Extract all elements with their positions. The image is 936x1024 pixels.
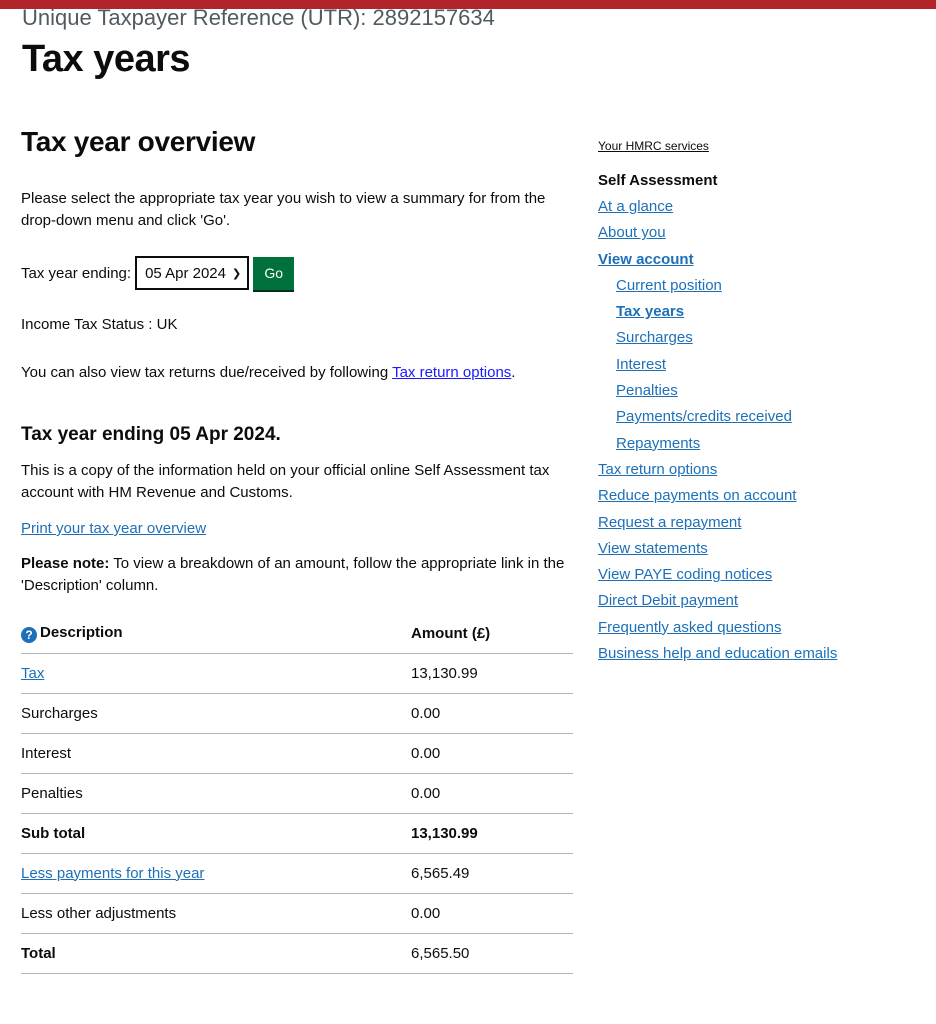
go-button[interactable]: Go [253, 257, 294, 290]
row-description: Less other adjustments [21, 893, 411, 933]
summary-heading: Tax year ending 05 Apr 2024. [21, 424, 281, 445]
sidebar-item-tax-return-options[interactable]: Tax return options [598, 460, 718, 478]
tax-return-options-text [21, 362, 573, 384]
print-overview-link[interactable]: Print your tax year overview [21, 520, 207, 537]
row-description-link[interactable]: Tax [21, 664, 45, 682]
sidebar-item-interest[interactable]: Interest [616, 355, 667, 373]
table-row [21, 853, 573, 893]
question-icon[interactable]: ? [21, 627, 37, 643]
tax-year-form [21, 256, 573, 290]
overview-intro: Please select the appropriate tax year you wish to view a summary for from the drop-down menu and click 'Go'. [21, 190, 546, 229]
description-header-label: Description [40, 624, 123, 642]
tax-year-table [21, 615, 573, 974]
sidebar-item-payments-credits[interactable]: Payments/credits received [616, 408, 792, 426]
summary-note [21, 553, 573, 597]
tax-return-options-link[interactable]: Tax return options [392, 364, 512, 381]
sidebar-item-view-statements[interactable]: View statements [598, 539, 708, 557]
utr-caption: Unique Taxpayer Reference (UTR): 2892157634 [22, 5, 495, 30]
row-description-link[interactable]: Less payments for this year [21, 864, 205, 882]
sidebar-item-request-repayment[interactable]: Request a repayment [598, 513, 742, 531]
row-description: Penalties [21, 773, 411, 813]
sidebar-item-current-position[interactable]: Current position [616, 276, 722, 294]
amount-header: Amount (£) [411, 615, 573, 653]
table-row [21, 693, 573, 733]
sidebar-item-view-account[interactable]: View account [598, 250, 694, 268]
sidebar-item-at-a-glance[interactable]: At a glance [598, 198, 674, 215]
table-row [21, 733, 573, 773]
table-row [21, 653, 573, 693]
income-tax-status: Income Tax Status : UK [21, 316, 178, 333]
total-row [21, 933, 573, 973]
table-header-row [21, 615, 573, 653]
also-end: . [511, 364, 516, 381]
sidebar-nav [598, 138, 918, 667]
sidebar-item-about-you[interactable]: About you [598, 224, 666, 242]
row-amount: 6,565.49 [411, 853, 573, 893]
page-title: Tax years [22, 38, 191, 80]
row-description: Total [21, 933, 411, 973]
chevron-down-icon: ❯ [231, 267, 242, 280]
table-row [21, 893, 573, 933]
note-bold: Please note: [21, 555, 110, 572]
row-amount: 13,130.99 [411, 653, 573, 693]
row-amount: 0.00 [411, 893, 573, 933]
row-amount: 0.00 [411, 773, 573, 813]
sidebar-item-repayments[interactable]: Repayments [616, 434, 701, 452]
description-header [21, 615, 411, 653]
tax-year-label: Tax year ending: [21, 264, 132, 282]
row-description: Interest [21, 733, 411, 773]
sidebar-item-reduce-payments[interactable]: Reduce payments on account [598, 487, 797, 505]
summary-copy-text: This is a copy of the information held on your official online Self Assessment tax account with HM Revenue and Customs. [21, 462, 550, 501]
row-amount: 0.00 [411, 693, 573, 733]
overview-heading: Tax year overview [21, 126, 256, 157]
sidebar-item-faq[interactable]: Frequently asked questions [598, 618, 782, 636]
sidebar-item-surcharges[interactable]: Surcharges [616, 329, 693, 347]
sidebar-item-penalties[interactable]: Penalties [616, 382, 678, 400]
main-content [21, 126, 573, 974]
also-text: You can also view tax returns due/received by following [21, 364, 393, 381]
hmrc-services-link[interactable]: Your HMRC services [598, 139, 709, 153]
subtotal-row [21, 813, 573, 853]
row-amount: 0.00 [411, 733, 573, 773]
note-text: To view a breakdown of an amount, follow the appropriate link in the 'Description' column. [21, 555, 565, 594]
tax-year-select-value: 05 Apr 2024 [145, 264, 226, 282]
sidebar-item-direct-debit[interactable]: Direct Debit payment [598, 592, 739, 610]
sidebar-item-tax-years[interactable]: Tax years [616, 303, 685, 321]
sidebar-item-business-help[interactable]: Business help and education emails [598, 645, 838, 663]
sidebar-section-title: Self Assessment [598, 172, 718, 189]
sidebar-item-paye-coding[interactable]: View PAYE coding notices [598, 566, 773, 584]
row-amount: 13,130.99 [411, 813, 573, 853]
table-row [21, 773, 573, 813]
row-description: Surcharges [21, 693, 411, 733]
row-amount: 6,565.50 [411, 933, 573, 973]
row-description: Sub total [21, 813, 411, 853]
tax-year-select[interactable] [135, 256, 249, 290]
